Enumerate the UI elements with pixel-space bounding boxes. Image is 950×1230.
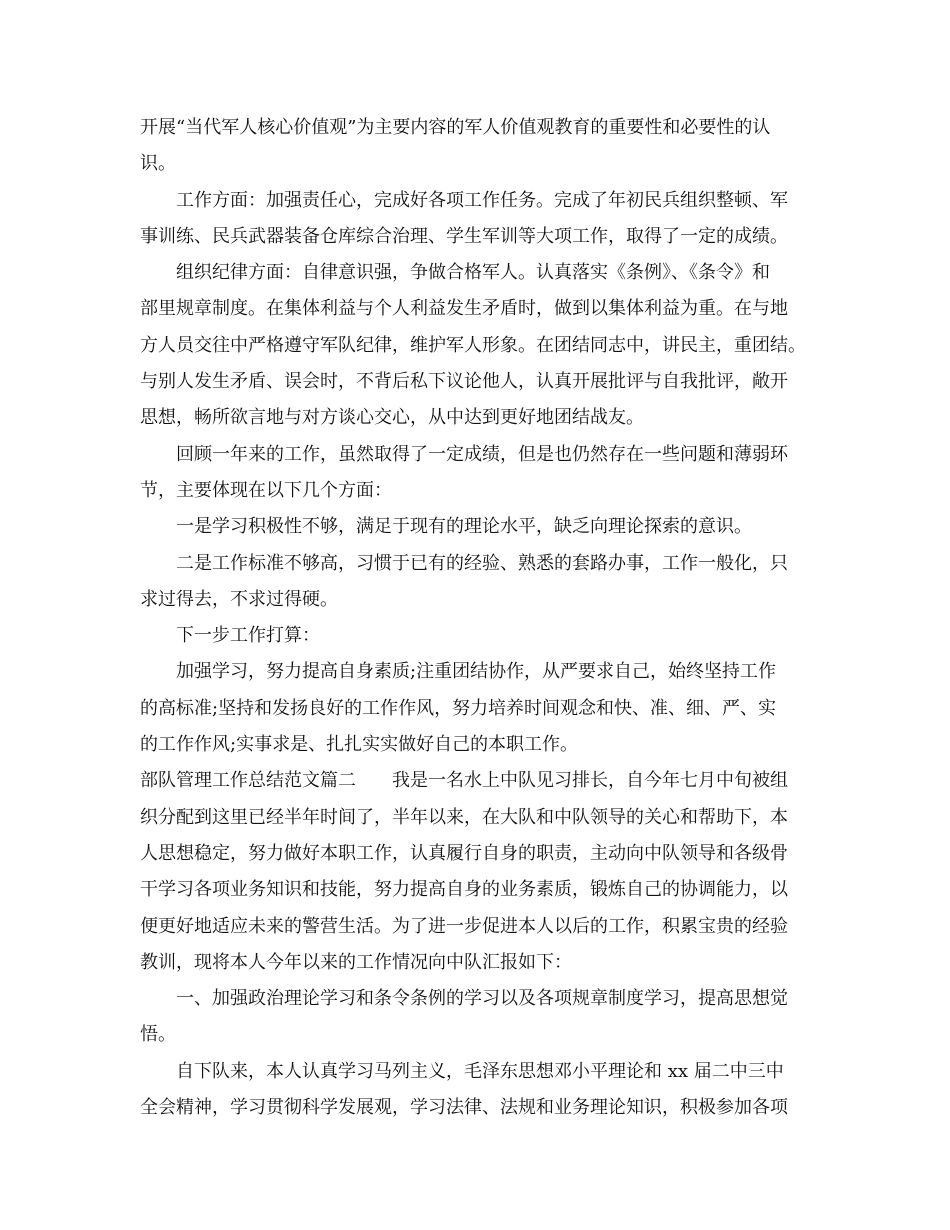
text-line: 加强学习，努力提高自身素质;注重团结协作，从严要求自己，始终坚持工作 — [176, 661, 777, 683]
text-line: 的工作作风;实事求是、扎扎实实做好自己的本职工作。 — [140, 734, 579, 756]
text-line: 一是学习积极性不够，满足于现有的理论水平，缺乏向理论探索的意识。 — [176, 516, 752, 538]
text-line: 部里规章制度。在集体利益与个人利益发生矛盾时，做到以集体利益为重。在与地 — [140, 298, 788, 320]
text-line: 下一步工作打算： — [176, 625, 320, 647]
text-line: 自下队来，本人认真学习马列主义，毛泽东思想邓小平理论和 xx 届二中三中 — [176, 1060, 784, 1082]
text-line: 一、加强政治理论学习和条令条例的学习以及各项规章制度学习，提高思想觉 — [176, 988, 788, 1010]
text-line: 识。 — [140, 153, 176, 175]
text-line: 回顾一年来的工作，虽然取得了一定成绩，但是也仍然存在一些问题和薄弱环 — [176, 443, 788, 465]
text-line: 与别人发生矛盾、误会时，不背后私下议论他人，认真开展批评与自我批评，敞开 — [140, 371, 788, 393]
document-body — [140, 110, 820, 1126]
text-line: 人思想稳定，努力做好本职工作，认真履行自身的职责，主动向中队领导和各级骨 — [140, 842, 788, 864]
text-line: 全会精神，学习贯彻科学发展观，学习法律、法规和业务理论知识，积极参加各项 — [140, 1097, 788, 1119]
text-line: 思想，畅所欲言地与对方谈心交心，从中达到更好地团结战友。 — [140, 407, 644, 429]
text-line: 方人员交往中严格遵守军队纪律，维护军人形象。在团结同志中，讲民主，重团结。 — [140, 334, 806, 356]
text-line: 便更好地适应未来的警营生活。为了进一步促进本人以后的工作，积累宝贵的经验 — [140, 915, 788, 937]
text-line: 二是工作标准不够高，习惯于已有的经验、熟悉的套路办事，工作一般化，只 — [176, 552, 788, 574]
text-line: 开展“当代军人核心价值观”为主要内容的军人价值观教育的重要性和必要性的认 — [140, 117, 771, 138]
text-line: 节，主要体现在以下几个方面： — [140, 479, 392, 501]
text-line: 部队管理工作总结范文篇二 我是一名水上中队见习排长，自今年七月中旬被组 — [140, 770, 788, 792]
text-line: 求过得去，不求过得硬。 — [140, 588, 338, 610]
text-line: 组织纪律方面：自律意识强，争做合格军人。认真落实《条例》、《条令》和 — [176, 262, 770, 284]
text-line: 事训练、民兵武器装备仓库综合治理、学生军训等大项工作，取得了一定的成绩。 — [140, 225, 788, 247]
text-line: 干学习各项业务知识和技能，努力提高自身的业务素质，锻炼自己的协调能力，以 — [140, 879, 788, 901]
text-line: 织分配到这里已经半年时间了，半年以来，在大队和中队领导的关心和帮助下，本 — [140, 806, 788, 828]
text-line: 工作方面：加强责任心，完成好各项工作任务。完成了年初民兵组织整顿、军 — [176, 189, 788, 211]
text-line: 悟。 — [140, 1024, 176, 1046]
text-line: 的高标准;坚持和发扬良好的工作作风，努力培养时间观念和快、准、细、严、实 — [140, 697, 777, 719]
text-line: 教训，现将本人今年以来的工作情况向中队汇报如下： — [140, 951, 572, 973]
